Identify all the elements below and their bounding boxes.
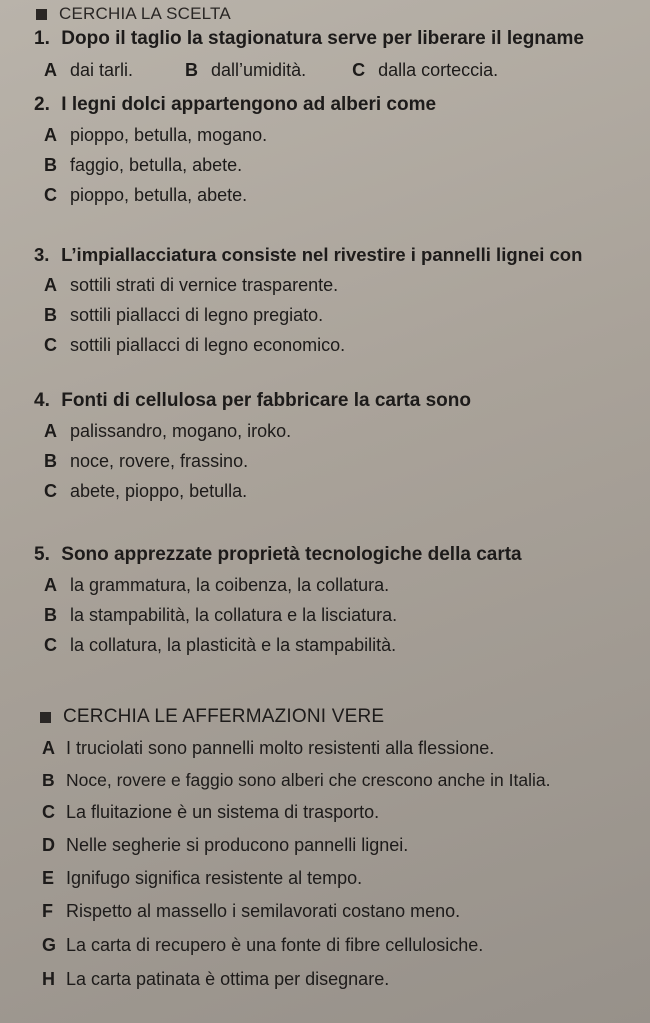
option-a[interactable]: A la grammatura, la coibenza, la collatura.	[44, 575, 390, 595]
statement-a[interactable]: A I truciolati sono pannelli molto resistenti alla flessione.	[42, 738, 495, 758]
option-b[interactable]: B noce, rovere, frassino.	[44, 451, 249, 471]
statement-f[interactable]: F Rispetto al massello i semilavorati costano meno.	[42, 901, 461, 921]
section-title: CERCHIA LA SCELTA	[59, 4, 231, 23]
question-5	[34, 544, 644, 656]
question-4	[34, 390, 644, 502]
statement-b[interactable]: B Noce, rovere e faggio sono alberi che crescono anche in Italia.	[42, 770, 551, 790]
statement-e[interactable]: E Ignifugo significa resistente al tempo.	[42, 868, 363, 888]
question-text: Dopo il taglio la stagionatura serve per liberare il legname	[61, 28, 584, 49]
option-a[interactable]: A sottili strati di vernice trasparente.	[44, 275, 339, 295]
bullet-square-icon	[36, 9, 47, 20]
question-number: 5.	[34, 544, 50, 565]
bullet-square-icon	[40, 712, 51, 723]
option-a[interactable]: A dai tarli.	[44, 60, 134, 80]
question-1-options	[44, 60, 644, 81]
option-c[interactable]: C la collatura, la plasticità e la stampabilità.	[44, 635, 397, 655]
option-c[interactable]: C abete, pioppo, betulla.	[44, 481, 248, 501]
question-text: L’impiallacciatura consiste nel rivestire i pannelli lignei con	[61, 244, 583, 265]
question-number: 1.	[34, 28, 50, 49]
question-number: 4.	[34, 390, 50, 411]
section-title: CERCHIA LE AFFERMAZIONI VERE	[63, 706, 385, 727]
statement-d[interactable]: D Nelle segherie si producono pannelli lignei.	[42, 835, 409, 855]
statement-g[interactable]: G La carta di recupero è una fonte di fibre cellulosiche.	[42, 935, 484, 955]
option-c[interactable]: C dalla corteccia.	[352, 60, 499, 80]
question-text: Fonti di cellulosa per fabbricare la carta sono	[61, 390, 471, 411]
option-b[interactable]: B sottili piallacci di legno pregiato.	[44, 305, 324, 325]
option-b[interactable]: B dall’umidità.	[185, 60, 307, 80]
section-true-statements-header	[40, 706, 384, 728]
question-text: I legni dolci appartengono ad alberi come	[61, 94, 437, 115]
option-b[interactable]: B faggio, betulla, abete.	[44, 155, 243, 175]
option-a[interactable]: A pioppo, betulla, mogano.	[44, 125, 268, 145]
section-multiple-choice-header	[36, 4, 231, 24]
statement-c[interactable]: C La fluitazione è un sistema di trasporto.	[42, 802, 380, 822]
question-2	[34, 94, 644, 206]
option-b[interactable]: B la stampabilità, la collatura e la lisciatura.	[44, 605, 398, 625]
question-text: Sono apprezzate proprietà tecnologiche della carta	[61, 544, 522, 565]
option-c[interactable]: C pioppo, betulla, abete.	[44, 185, 248, 205]
question-number: 2.	[34, 94, 50, 115]
option-c[interactable]: C sottili piallacci di legno economico.	[44, 335, 346, 355]
question-3	[34, 244, 644, 356]
statement-h[interactable]: H La carta patinata è ottima per disegnare.	[42, 969, 390, 989]
option-a[interactable]: A palissandro, mogano, iroko.	[44, 421, 292, 441]
question-1	[34, 28, 644, 81]
question-number: 3.	[34, 244, 50, 265]
